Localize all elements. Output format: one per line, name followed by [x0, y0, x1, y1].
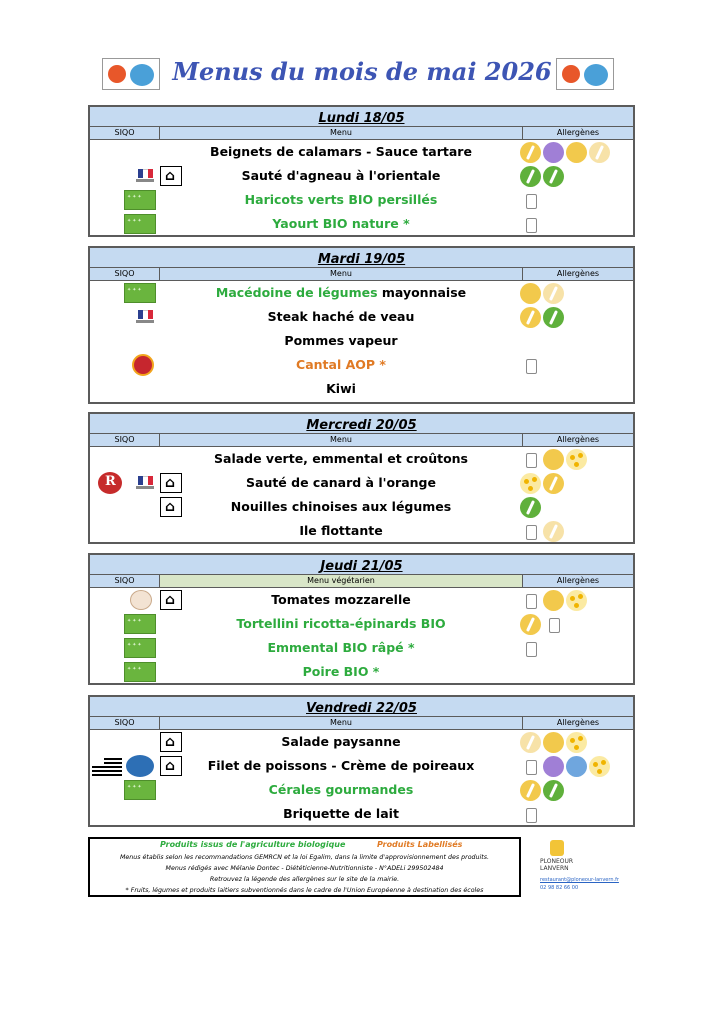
organic-label-icon — [124, 614, 156, 634]
page-title: Menus du mois de mai 2026 — [172, 57, 552, 86]
milk-icon — [520, 521, 541, 542]
milk-icon — [520, 214, 541, 235]
dish-name: Salade paysanne — [281, 734, 401, 749]
dish-name: Haricots verts BIO persillés — [244, 192, 438, 207]
milk-icon — [520, 804, 541, 825]
organic-label-icon — [124, 780, 156, 800]
menu-row — [90, 802, 633, 826]
molluscs-icon — [543, 142, 564, 163]
gluten-icon — [520, 307, 541, 328]
day-title: Mardi 19/05 — [317, 252, 406, 267]
dish-name: Salade verte, emmental et croûtons — [214, 451, 468, 466]
day-title: Vendredi 22/05 — [306, 701, 417, 716]
dish-name: Cérales gourmandes — [268, 782, 414, 797]
day-title: Mercredi 20/05 — [306, 418, 417, 433]
menu-header: Menu — [330, 269, 352, 278]
menu-row — [90, 281, 633, 305]
milk-icon — [520, 449, 541, 470]
children-icon — [584, 64, 608, 86]
milk-icon — [520, 355, 541, 376]
town-name — [540, 858, 573, 872]
town-logo-block — [540, 840, 622, 895]
allergens-header: Allergènes — [522, 575, 633, 587]
dish-name: Briquette de lait — [283, 806, 399, 821]
dish-name: Sauté d'agneau à l'orientale — [241, 168, 441, 183]
day-header — [90, 107, 633, 127]
mustard-seed-icon — [566, 449, 587, 470]
school-catering-logo-left — [102, 58, 160, 90]
milk-icon — [520, 756, 541, 777]
egg-icon — [566, 142, 587, 163]
egg-icon — [543, 732, 564, 753]
dish-standard-part: mayonnaise — [381, 285, 467, 300]
menu-row — [90, 660, 633, 684]
menu-header: Menu — [330, 718, 352, 727]
milk-icon — [520, 638, 541, 659]
organic-label-icon — [124, 214, 156, 234]
celery-icon — [520, 497, 541, 518]
menu-row — [90, 377, 633, 401]
legend-organic: Produits issus de l'agriculture biologique — [160, 840, 346, 849]
day-title: Jeudi 21/05 — [320, 559, 403, 574]
dish-name: Sauté de canard à l'orange — [246, 475, 436, 490]
menu-row — [90, 588, 633, 612]
day-block-wednesday — [88, 412, 635, 544]
organic-label-icon — [124, 638, 156, 658]
column-headers — [90, 434, 633, 447]
dish-name: Yaourt BIO nature * — [272, 216, 410, 231]
menu-row — [90, 754, 633, 778]
menu-row — [90, 612, 633, 636]
day-block-friday — [88, 695, 635, 827]
milk-icon — [520, 590, 541, 611]
dish-name: Nouilles chinoises aux légumes — [230, 499, 452, 514]
day-header — [90, 697, 633, 717]
allergens-header: Allergènes — [522, 717, 633, 729]
mustard-icon — [543, 283, 564, 304]
mustard-seed-icon — [589, 756, 610, 777]
day-header — [90, 248, 633, 268]
column-headers — [90, 268, 633, 281]
siqo-header: SIQO — [90, 434, 160, 446]
town-name-line2: LANVERN — [540, 865, 569, 872]
gluten-icon — [543, 166, 564, 187]
dish-name: Poire BIO * — [302, 664, 380, 679]
quality-label-icon — [130, 590, 152, 610]
siqo-header: SIQO — [90, 127, 160, 139]
column-headers — [90, 575, 633, 588]
menu-row — [90, 495, 633, 519]
children-icon — [130, 64, 154, 86]
breton-flag-icon — [92, 756, 122, 776]
dish-name: Beignets de calamars - Sauce tartare — [210, 144, 472, 159]
crustacean-icon — [566, 756, 587, 777]
viande-francaise-icon — [134, 166, 156, 186]
menu-row — [90, 188, 633, 212]
siqo-header: SIQO — [90, 268, 160, 280]
siqo-header: SIQO — [90, 575, 160, 587]
mustard-icon — [589, 142, 610, 163]
gluten-icon — [520, 780, 541, 801]
day-block-monday — [88, 105, 635, 237]
day-header — [90, 414, 633, 434]
celery-icon — [543, 780, 564, 801]
celery-icon — [520, 166, 541, 187]
dish-organic-part: Macédoine de légumes — [215, 285, 378, 300]
menu-header: Menu — [330, 128, 352, 137]
milk-icon — [520, 190, 541, 211]
siqo-header: SIQO — [90, 717, 160, 729]
apple-icon — [562, 65, 580, 83]
mustard-icon — [520, 732, 541, 753]
footer-note: * Fruits, légumes et produits laitiers subventionnés dans le cadre de l'Union Européenne à destination des écoles — [125, 887, 484, 894]
organic-label-icon — [124, 662, 156, 682]
day-block-tuesday — [88, 246, 635, 404]
allergens-header: Allergènes — [522, 434, 633, 446]
dish-name: Kiwi — [326, 381, 356, 396]
dish-name: Pommes vapeur — [284, 333, 398, 348]
day-title: Lundi 18/05 — [318, 111, 405, 126]
organic-label-icon — [124, 283, 156, 303]
menu-row — [90, 305, 633, 329]
legend-row — [90, 839, 519, 852]
dish-name: Ile flottante — [299, 523, 383, 538]
msc-label-icon — [126, 755, 154, 777]
footer-legend — [88, 837, 521, 897]
dish-name: Filet de poissons - Crème de poireaux — [207, 758, 475, 773]
menu-row — [90, 730, 633, 754]
menu-row — [90, 164, 633, 188]
footer-note: Retrouvez la légende des allergènes sur le site de la mairie. — [209, 876, 400, 883]
column-headers — [90, 717, 633, 730]
day-block-thursday — [88, 553, 635, 685]
viande-francaise-icon — [134, 307, 156, 327]
town-name-line1: PLONEOUR — [540, 858, 574, 865]
gluten-icon — [520, 142, 541, 163]
menu-row — [90, 140, 633, 164]
menu-row — [90, 212, 633, 236]
dish-name: Emmental BIO râpé * — [267, 640, 415, 655]
menu-row — [90, 778, 633, 802]
dish-name: Cantal AOP * — [296, 357, 386, 372]
gluten-icon — [543, 473, 564, 494]
celery-icon — [543, 307, 564, 328]
egg-icon — [543, 449, 564, 470]
allergens-header: Allergènes — [522, 268, 633, 280]
menu-row — [90, 329, 633, 353]
mustard-seed-icon — [566, 732, 587, 753]
town-logo-icon — [550, 840, 564, 856]
apple-icon — [108, 65, 126, 83]
footer-note: Menus établis selon les recommandations GEMRCN et la loi Egalim, dans la limite d'approvisionnement des produits. — [119, 854, 490, 861]
menu-row — [90, 636, 633, 660]
dish-name: Tomates mozzarelle — [271, 592, 411, 607]
dish-name: Steak haché de veau — [267, 309, 415, 324]
viande-francaise-icon — [134, 473, 156, 493]
label-rouge-icon — [98, 472, 122, 494]
menu-row — [90, 471, 633, 495]
menu-header: Menu — [330, 435, 352, 444]
organic-label-icon — [124, 190, 156, 210]
aop-label-icon — [132, 354, 154, 376]
mustard-seed-icon — [566, 590, 587, 611]
menu-row — [90, 519, 633, 543]
legend-labelled: Produits Labellisés — [377, 840, 463, 849]
dish-name: Tortellini ricotta-épinards BIO — [236, 616, 446, 631]
menu-row — [90, 447, 633, 471]
milk-icon — [543, 614, 564, 635]
fish-icon — [543, 756, 564, 777]
town-phone: 02 98 82 66 00 — [540, 885, 579, 891]
menu-row — [90, 353, 633, 377]
egg-icon — [543, 590, 564, 611]
mustard-seed-icon — [520, 473, 541, 494]
menu-vegetarian-header: Menu végétarien — [160, 575, 522, 587]
egg-icon — [520, 283, 541, 304]
column-headers — [90, 127, 633, 140]
gluten-icon — [520, 614, 541, 635]
footer-note: Menus rédigés avec Mélanie Dontec - Diététicienne-Nutritionniste - N°ADELi 299502484 — [165, 865, 444, 872]
school-catering-logo-right — [556, 58, 614, 90]
town-email-link[interactable]: restaurant@ploneour-lanvern.fr — [540, 877, 619, 883]
allergens-header: Allergènes — [522, 127, 633, 139]
egg-light-icon — [543, 521, 564, 542]
day-header — [90, 555, 633, 575]
dish-name — [160, 281, 522, 305]
